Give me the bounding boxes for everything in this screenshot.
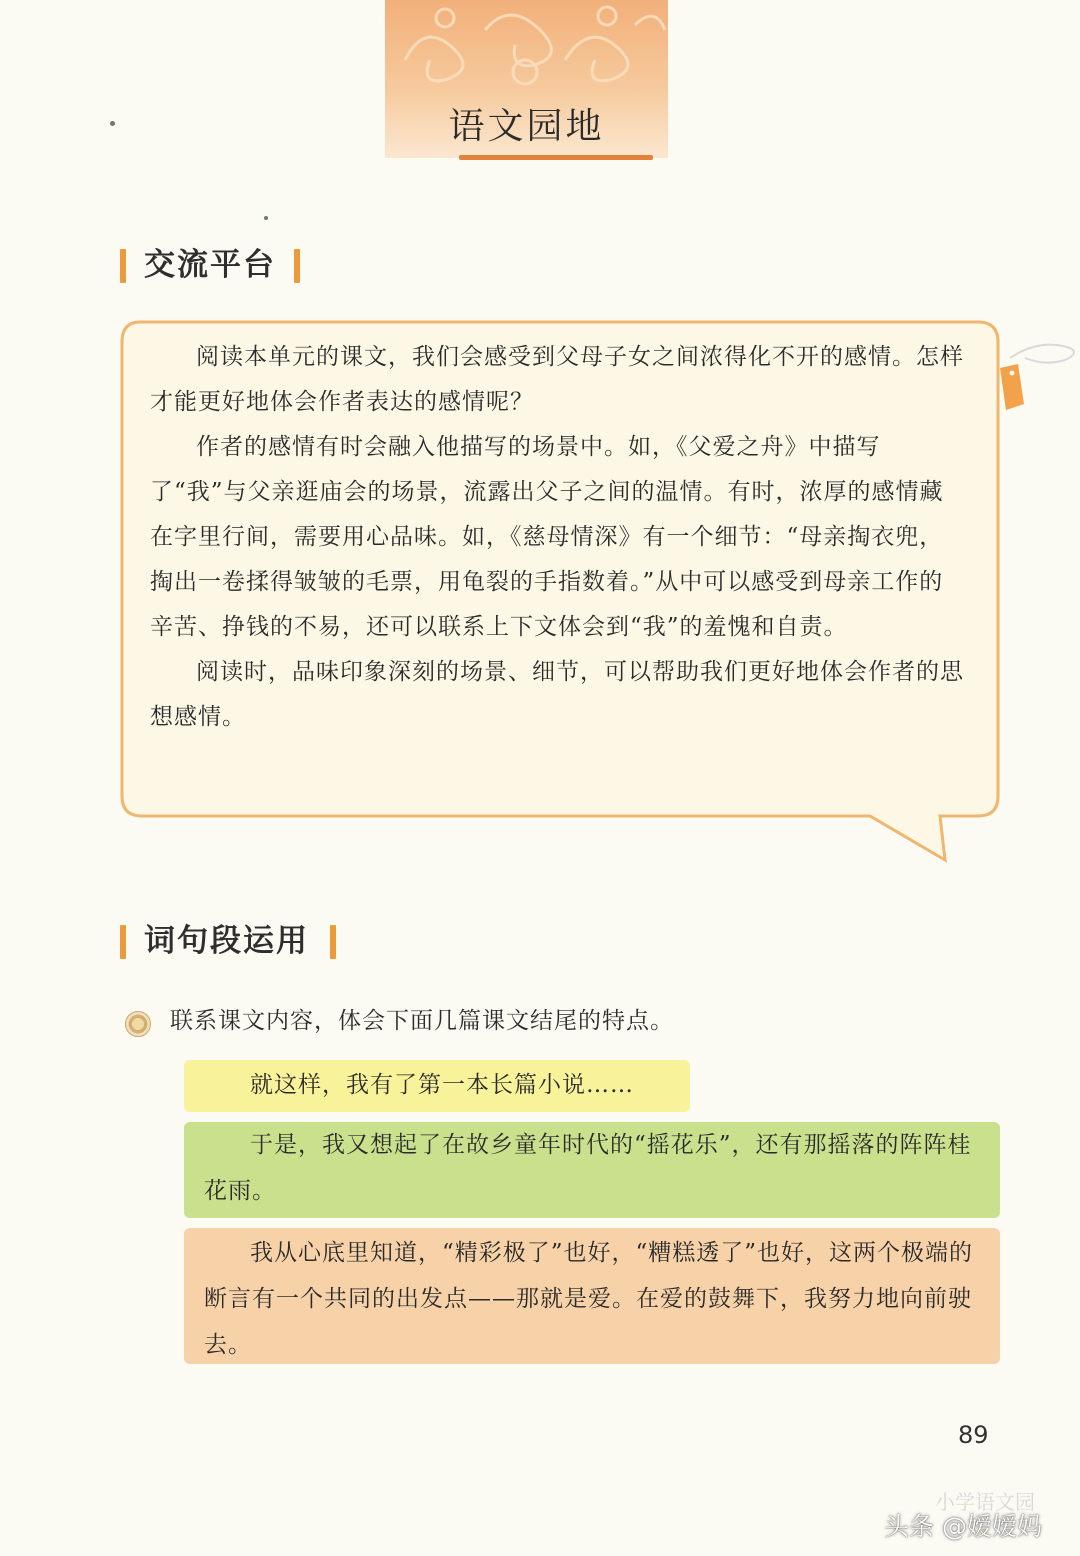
exchange-paragraph: 阅读时，品味印象深刻的场景、细节，可以帮助我们更好地体会作者的思想感情。 [150,659,964,730]
excerpt-text: 我从心底里知道，“精彩极了”也好，“糟糕透了”也好，这两个极端的断言有一个共同的出发点——那就是爱。在爱的鼓舞下，我努力地向前驶去。 [204,1240,974,1358]
watermark: 头条 @嫒嫒妈 [884,1512,1042,1541]
watermark-faint: 小学语文园 [935,1490,1035,1514]
section-heading-usage [120,921,350,961]
exchange-paragraph: 阅读本单元的课文，我们会感受到父母子女之间浓得化不开的感情。怎样才能更好地体会作者表达的感情呢？ [150,344,964,415]
exchange-paragraph: 作者的感情有时会融入他描写的场景中。如，《父爱之舟》中描写了“我”与父亲逛庙会的场景，流露出父子之间的温情。有时，浓厚的感情藏在字里行间，需要用心品味。如，《慈母情深》有一个细节：“母亲掏衣兜，掏出一卷揉得皱皱的毛票，用龟裂的手指数着。”从中可以感受到母亲工作的辛苦、挣钱的不易，还可以联系上下文体会到“我”的羞愧和自责。 [150,434,944,640]
excerpt-box-2 [184,1122,1000,1218]
hanging-tag-icon [990,328,1078,418]
excerpt-box-3 [184,1228,1000,1364]
page-number: 89 [958,1421,989,1449]
exercise-bullet-icon [125,1011,151,1037]
exercise-prompt: 联系课文内容，体会下面几篇课文结尾的特点。 [170,1008,674,1034]
heading-bar-left [120,925,126,959]
page-title: 语文园地 [448,106,605,147]
excerpt-text: 就这样，我有了第一本长篇小说…… [250,1072,634,1098]
excerpt-box-1 [184,1060,690,1112]
heading-bar-right [330,925,336,959]
section-title-exchange: 交流平台 [144,247,276,283]
section-title-usage: 词句段运用 [144,923,309,959]
exchange-text [150,335,965,740]
excerpt-text: 于是，我又想起了在故乡童年时代的“摇花乐”，还有那摇落的阵阵桂花雨。 [204,1132,972,1204]
